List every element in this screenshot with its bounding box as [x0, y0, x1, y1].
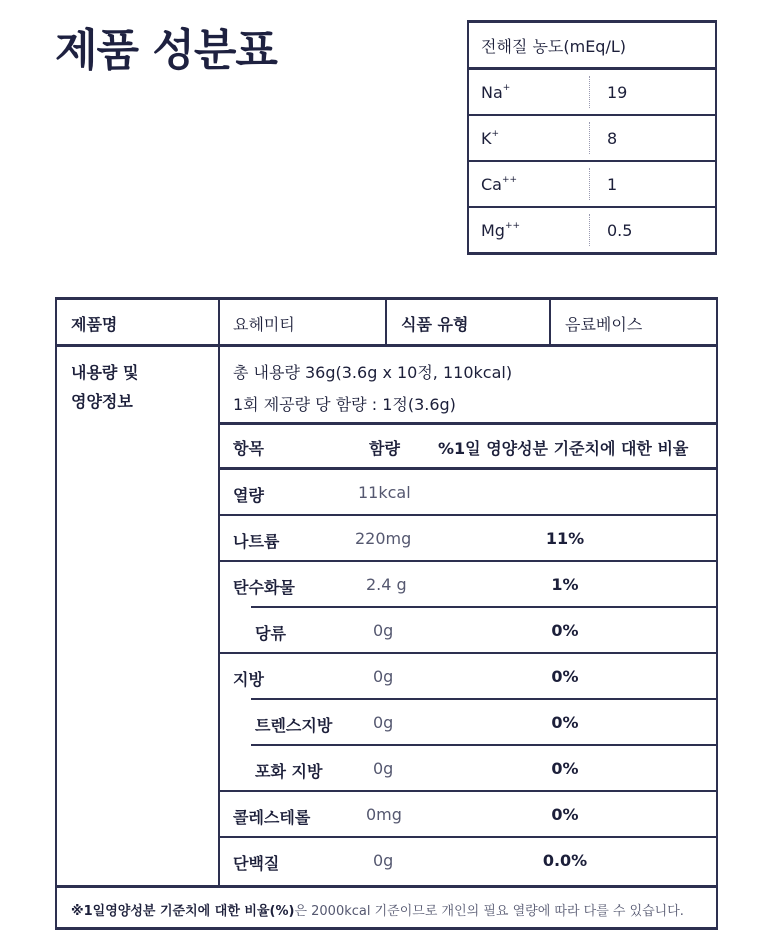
nutrient-percent: 1%: [551, 575, 579, 594]
divider: [218, 422, 718, 425]
ion-name: Mg: [481, 220, 505, 240]
nutrient-percent: 0.0%: [542, 851, 588, 870]
nutrient-amount: 11kcal: [358, 483, 411, 502]
product-name-label: 제품명: [71, 315, 118, 334]
food-type-value: 음료베이스: [565, 315, 643, 334]
section-label-line2: 영양정보: [71, 392, 133, 411]
dotted-divider: [589, 168, 590, 200]
divider: [218, 836, 718, 838]
nutrient-amount: 0g: [373, 759, 394, 778]
nutrient-name: 탄수화물: [233, 578, 295, 597]
nutrition-table: [55, 297, 718, 930]
nutrient-name: 포화 지방: [255, 762, 323, 781]
divider: [251, 606, 718, 608]
nutrient-percent: 0%: [551, 805, 579, 824]
electrolyte-row: [467, 162, 717, 208]
nutrient-percent: 11%: [545, 529, 585, 548]
serving-size: 1회 제공량 당 함량 : 1정(3.6g): [233, 395, 456, 414]
ion-value: 8: [607, 128, 618, 148]
divider: [218, 514, 718, 516]
ion-charge: +: [491, 129, 500, 139]
divider: [218, 467, 718, 470]
divider: [55, 885, 718, 888]
section-label-line1: 내용량 및: [71, 363, 139, 382]
divider: [218, 297, 220, 344]
nutrient-amount: 0g: [373, 667, 394, 686]
electrolyte-row: [467, 116, 717, 162]
nutrient-amount: 0g: [373, 713, 394, 732]
ion-value: 0.5: [607, 220, 633, 240]
nutrient-name: 트렌스지방: [255, 716, 333, 735]
nutrient-amount: 2.4 g: [366, 575, 407, 594]
total-content: 총 내용량 36g(3.6g x 10정, 110kcal): [233, 363, 513, 382]
nutrient-name: 지방: [233, 670, 264, 689]
footnote-rest: 은 2000kcal 기준이므로 개인의 필요 열량에 따라 다를 수 있습니다.: [294, 904, 684, 919]
nutrient-percent: 0%: [551, 713, 579, 732]
dotted-divider: [589, 122, 590, 154]
footnote-bold: ※1일영양성분 기준치에 대한 비율(%): [71, 904, 295, 919]
nutrient-percent: 0%: [551, 667, 579, 686]
table-bottom-border: [55, 927, 718, 930]
electrolyte-table: [467, 20, 717, 255]
electrolyte-row: [467, 208, 717, 255]
electrolyte-header: 전해질 농도(mEq/L): [481, 36, 627, 56]
footnote: [71, 900, 684, 919]
col-header-percent: %1일 영양성분 기준치에 대한 비율: [438, 439, 689, 458]
nutrient-name: 단백질: [233, 854, 280, 873]
nutrient-name: 열량: [233, 486, 264, 505]
col-header-item: 항목: [233, 439, 264, 458]
ion-value: 19: [607, 82, 628, 102]
dotted-divider: [589, 76, 590, 108]
product-name-value: 요헤미티: [233, 315, 295, 334]
nutrient-amount: 0mg: [366, 805, 402, 824]
divider: [385, 297, 387, 344]
ion-name: K: [481, 128, 492, 148]
nutrient-name: 콜레스테롤: [233, 808, 311, 827]
ion-charge: ++: [501, 175, 518, 185]
divider: [549, 297, 551, 344]
nutrient-amount: 220mg: [355, 529, 412, 548]
ion-name: Na: [481, 82, 503, 102]
nutrient-amount: 0g: [373, 621, 394, 640]
divider: [218, 652, 718, 654]
ion-value: 1: [607, 174, 618, 194]
divider: [55, 344, 718, 347]
divider: [218, 347, 220, 887]
nutrient-name: 당류: [255, 624, 286, 643]
ion-charge: ++: [504, 221, 521, 231]
divider: [218, 790, 718, 792]
ion-name: Ca: [481, 174, 502, 194]
nutrient-name: 나트륨: [233, 532, 280, 551]
electrolyte-header-row: [467, 20, 717, 70]
nutrient-amount: 0g: [373, 851, 394, 870]
electrolyte-row: [467, 70, 717, 116]
divider: [218, 560, 718, 562]
col-header-amount: 함량: [369, 439, 400, 458]
table-left-border: [55, 297, 57, 930]
ion-charge: +: [502, 83, 511, 93]
dotted-divider: [589, 214, 590, 246]
nutrient-percent: 0%: [551, 759, 579, 778]
food-type-label: 식품 유형: [401, 315, 469, 334]
divider: [251, 698, 718, 700]
nutrient-percent: 0%: [551, 621, 579, 640]
divider: [251, 744, 718, 746]
page-title: 제품 성분표: [55, 25, 277, 76]
